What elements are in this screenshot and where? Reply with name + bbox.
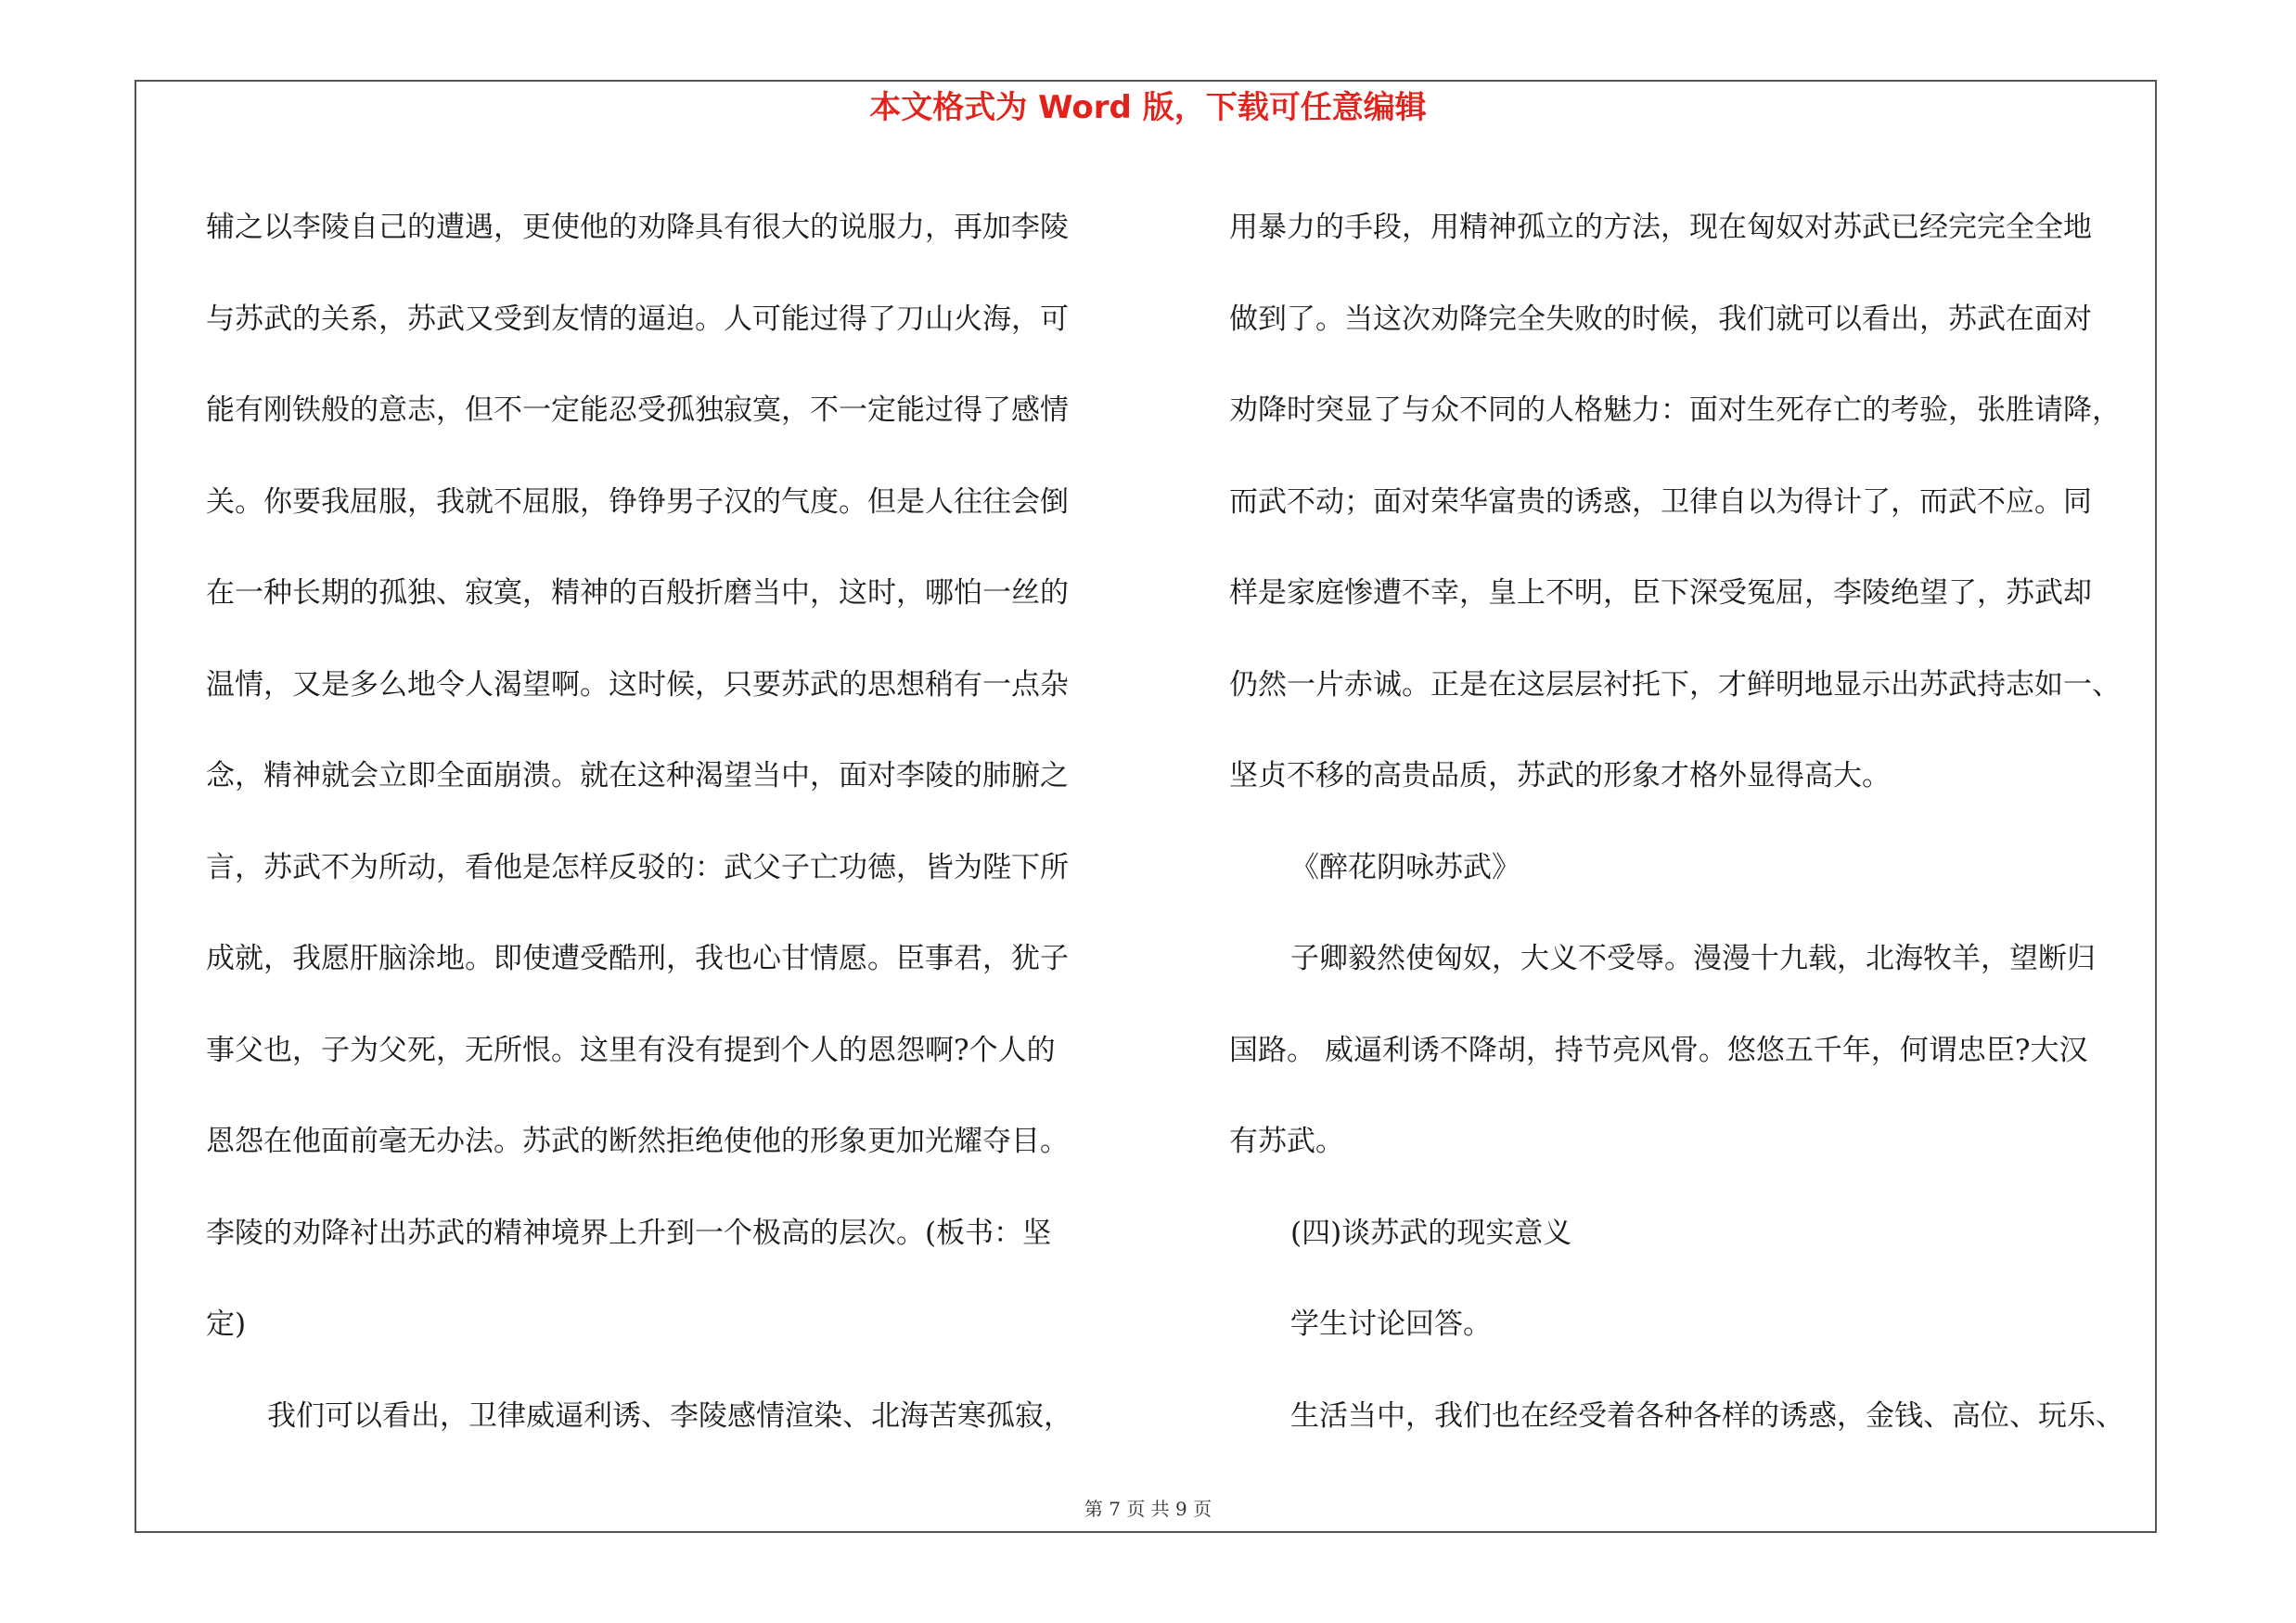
text-line: 做到了。当这次劝降完全失败的时候，我们就可以看出，苏武在面对	[1229, 302, 2092, 336]
text-line: 劝降时突显了与众不同的人格魅力：面对生死存亡的考验，张胜请降，	[1229, 393, 2121, 427]
text-line: 子卿毅然使匈奴，大义不受辱。漫漫十九载，北海牧羊，望断归	[1290, 942, 2096, 975]
text-line: (四)谈苏武的现实意义	[1290, 1216, 1572, 1250]
text-line: 念，精神就会立即全面崩溃。就在这种渴望当中，面对李陵的肺腑之	[206, 759, 1069, 792]
text-line: 温情，又是多么地令人渴望啊。这时候，只要苏武的思想稍有一点杂	[206, 667, 1069, 702]
text-line: 成就，我愿肝脑涂地。即使遭受酷刑，我也心甘情愿。臣事君，犹子	[206, 942, 1069, 975]
text-line: 而武不动；面对荣华富贵的诱惑，卫律自以为得计了，而武不应。同	[1229, 484, 2092, 519]
text-line: 恩怨在他面前毫无办法。苏武的断然拒绝使他的形象更加光耀夺目。	[206, 1125, 1069, 1158]
text-line: 有苏武。	[1229, 1125, 1344, 1158]
text-line: 坚贞不移的高贵品质，苏武的形象才格外显得高大。	[1229, 759, 1891, 792]
text-line: 在一种长期的孤独、寂寞，精神的百般折磨当中，这时，哪怕一丝的	[206, 576, 1069, 610]
text-line: 生活当中，我们也在经受着各种各样的诱惑，金钱、高位、玩乐、	[1290, 1398, 2124, 1433]
text-line: 《醉花阴咏苏武》	[1290, 850, 1520, 884]
page-header-banner: 本文格式为 Word 版，下载可任意编辑	[869, 89, 1427, 126]
text-line: 言，苏武不为所动，看他是怎样反驳的：武父子亡功德，皆为陛下所	[206, 850, 1069, 884]
left-text-column	[206, 182, 1152, 1462]
text-line: 我们可以看出，卫律威逼利诱、李陵感情渲染、北海苦寒孤寂，	[267, 1398, 1072, 1433]
text-line: 定)	[206, 1307, 247, 1341]
text-line: 关。你要我屈服，我就不屈服，铮铮男子汉的气度。但是人往往会倒	[206, 484, 1069, 519]
page-number-footer: 第 7 页 共 9 页	[1084, 1498, 1212, 1520]
text-line: 事父也，子为父死，无所恨。这里有没有提到个人的恩怨啊?个人的	[206, 1033, 1056, 1067]
text-line: 能有刚铁般的意志，但不一定能忍受孤独寂寞，不一定能过得了感情	[206, 393, 1069, 427]
text-line: 样是家庭惨遭不幸，皇上不明，臣下深受冤屈，李陵绝望了，苏武却	[1229, 576, 2092, 610]
text-line: 国路。 威逼利诱不降胡，持节亮风骨。悠悠五千年，何谓忠臣?大汉	[1229, 1033, 2088, 1067]
text-line: 用暴力的手段，用精神孤立的方法，现在匈奴对苏武已经完完全全地	[1229, 211, 2092, 244]
text-line: 李陵的劝降衬出苏武的精神境界上升到一个极高的层次。(板书：坚	[206, 1216, 1052, 1250]
text-line: 仍然一片赤诚。正是在这层层衬托下，才鲜明地显示出苏武持志如一、	[1229, 667, 2121, 702]
right-text-column	[1229, 182, 2148, 1462]
text-line: 辅之以李陵自己的遭遇，更使他的劝降具有很大的说服力，再加李陵	[206, 211, 1069, 244]
text-line: 学生讨论回答。	[1290, 1307, 1492, 1341]
text-line: 与苏武的关系，苏武又受到友情的逼迫。人可能过得了刀山火海，可	[206, 302, 1069, 336]
